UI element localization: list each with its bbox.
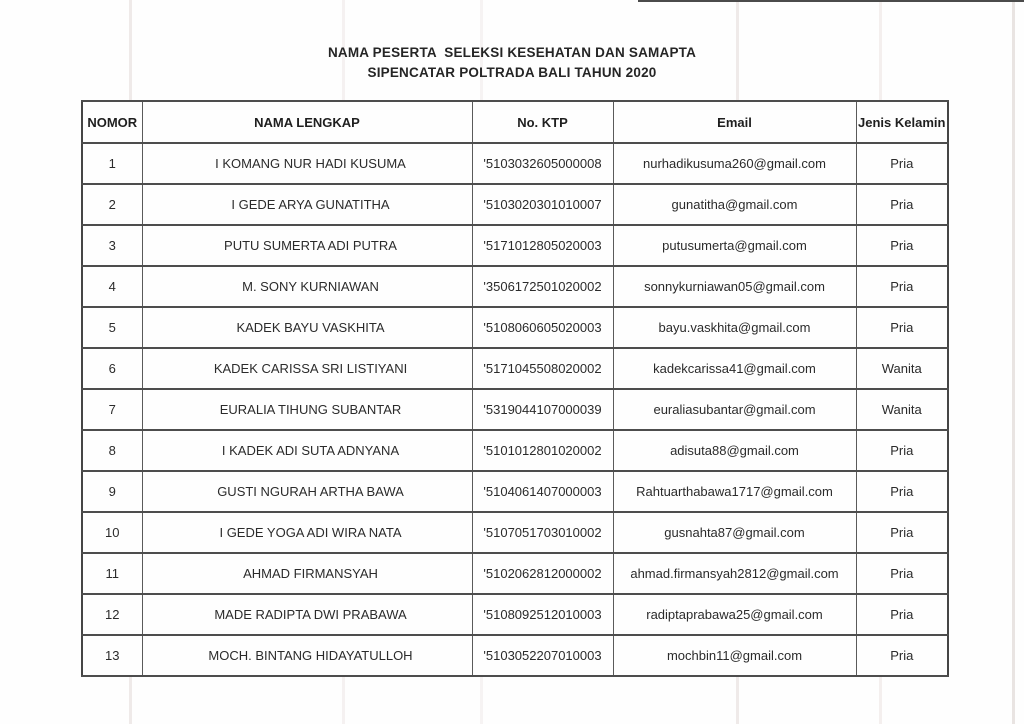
cell-nama-lengkap: I KADEK ADI SUTA ADNYANA	[142, 430, 472, 471]
cell-nomor: 1	[82, 143, 142, 184]
table-header-row	[82, 101, 948, 143]
participants-table	[81, 100, 949, 677]
cell-no-ktp: '5101012801020002	[472, 430, 613, 471]
cell-no-ktp: '5103032605000008	[472, 143, 613, 184]
cell-nomor: 5	[82, 307, 142, 348]
cell-email: radiptaprabawa25@gmail.com	[613, 594, 856, 635]
cell-email: bayu.vaskhita@gmail.com	[613, 307, 856, 348]
cell-no-ktp: '3506172501020002	[472, 266, 613, 307]
cell-nomor: 10	[82, 512, 142, 553]
table-row	[82, 553, 948, 594]
cell-nama-lengkap: KADEK BAYU VASKHITA	[142, 307, 472, 348]
cell-email: kadekcarissa41@gmail.com	[613, 348, 856, 389]
table-row	[82, 266, 948, 307]
cell-email: mochbin11@gmail.com	[613, 635, 856, 676]
cell-nomor: 11	[82, 553, 142, 594]
cell-nomor: 12	[82, 594, 142, 635]
cell-jenis-kelamin: Pria	[856, 430, 948, 471]
column-header-no-ktp: No. KTP	[472, 101, 613, 143]
cell-jenis-kelamin: Pria	[856, 266, 948, 307]
table-row	[82, 594, 948, 635]
cell-nama-lengkap: GUSTI NGURAH ARTHA BAWA	[142, 471, 472, 512]
cell-nomor: 4	[82, 266, 142, 307]
cell-jenis-kelamin: Pria	[856, 225, 948, 266]
cell-no-ktp: '5103052207010003	[472, 635, 613, 676]
document-title-line1: NAMA PESERTA SELEKSI KESEHATAN DAN SAMAPTA	[327, 45, 697, 60]
cell-nama-lengkap: I KOMANG NUR HADI KUSUMA	[142, 143, 472, 184]
cell-nomor: 6	[82, 348, 142, 389]
cell-email: putusumerta@gmail.com	[613, 225, 856, 266]
cell-no-ktp: '5103020301010007	[472, 184, 613, 225]
scan-edge-artifact	[638, 0, 1024, 2]
cell-jenis-kelamin: Wanita	[856, 348, 948, 389]
table-row	[82, 184, 948, 225]
cell-email: euraliasubantar@gmail.com	[613, 389, 856, 430]
cell-jenis-kelamin: Pria	[856, 184, 948, 225]
cell-email: gunatitha@gmail.com	[613, 184, 856, 225]
cell-email: nurhadikusuma260@gmail.com	[613, 143, 856, 184]
cell-jenis-kelamin: Pria	[856, 553, 948, 594]
cell-nama-lengkap: KADEK CARISSA SRI LISTIYANI	[142, 348, 472, 389]
cell-nama-lengkap: I GEDE ARYA GUNATITHA	[142, 184, 472, 225]
cell-nomor: 9	[82, 471, 142, 512]
cell-jenis-kelamin: Pria	[856, 471, 948, 512]
cell-email: adisuta88@gmail.com	[613, 430, 856, 471]
cell-no-ktp: '5108092512010003	[472, 594, 613, 635]
column-header-jenis-kelamin: Jenis Kelamin	[856, 101, 948, 143]
table-body	[82, 143, 948, 676]
cell-nama-lengkap: PUTU SUMERTA ADI PUTRA	[142, 225, 472, 266]
cell-no-ktp: '5107051703010002	[472, 512, 613, 553]
table-row	[82, 348, 948, 389]
cell-email: Rahtuarthabawa1717@gmail.com	[613, 471, 856, 512]
cell-jenis-kelamin: Pria	[856, 143, 948, 184]
cell-jenis-kelamin: Pria	[856, 512, 948, 553]
column-header-nomor: NOMOR	[82, 101, 142, 143]
document-title	[0, 43, 1024, 83]
cell-no-ktp: '5108060605020003	[472, 307, 613, 348]
cell-no-ktp: '5171012805020003	[472, 225, 613, 266]
scan-artifact-line	[1012, 0, 1015, 724]
cell-email: ahmad.firmansyah2812@gmail.com	[613, 553, 856, 594]
table-row	[82, 635, 948, 676]
column-header-nama-lengkap: NAMA LENGKAP	[142, 101, 472, 143]
cell-nomor: 2	[82, 184, 142, 225]
cell-email: sonnykurniawan05@gmail.com	[613, 266, 856, 307]
table-row	[82, 471, 948, 512]
cell-nama-lengkap: EURALIA TIHUNG SUBANTAR	[142, 389, 472, 430]
cell-nama-lengkap: AHMAD FIRMANSYAH	[142, 553, 472, 594]
cell-jenis-kelamin: Pria	[856, 307, 948, 348]
table-row	[82, 307, 948, 348]
cell-nama-lengkap: I GEDE YOGA ADI WIRA NATA	[142, 512, 472, 553]
cell-nama-lengkap: MADE RADIPTA DWI PRABAWA	[142, 594, 472, 635]
table-row	[82, 225, 948, 266]
cell-no-ktp: '5104061407000003	[472, 471, 613, 512]
cell-nomor: 8	[82, 430, 142, 471]
cell-no-ktp: '5171045508020002	[472, 348, 613, 389]
cell-email: gusnahta87@gmail.com	[613, 512, 856, 553]
cell-no-ktp: '5319044107000039	[472, 389, 613, 430]
cell-nomor: 13	[82, 635, 142, 676]
document-title-line2: SIPENCATAR POLTRADA BALI TAHUN 2020	[367, 65, 657, 80]
cell-jenis-kelamin: Pria	[856, 594, 948, 635]
table-row	[82, 512, 948, 553]
cell-nomor: 3	[82, 225, 142, 266]
column-header-email: Email	[613, 101, 856, 143]
cell-nama-lengkap: MOCH. BINTANG HIDAYATULLOH	[142, 635, 472, 676]
table-row	[82, 430, 948, 471]
cell-jenis-kelamin: Wanita	[856, 389, 948, 430]
cell-nomor: 7	[82, 389, 142, 430]
table-row	[82, 143, 948, 184]
table-row	[82, 389, 948, 430]
cell-nama-lengkap: M. SONY KURNIAWAN	[142, 266, 472, 307]
cell-jenis-kelamin: Pria	[856, 635, 948, 676]
cell-no-ktp: '5102062812000002	[472, 553, 613, 594]
